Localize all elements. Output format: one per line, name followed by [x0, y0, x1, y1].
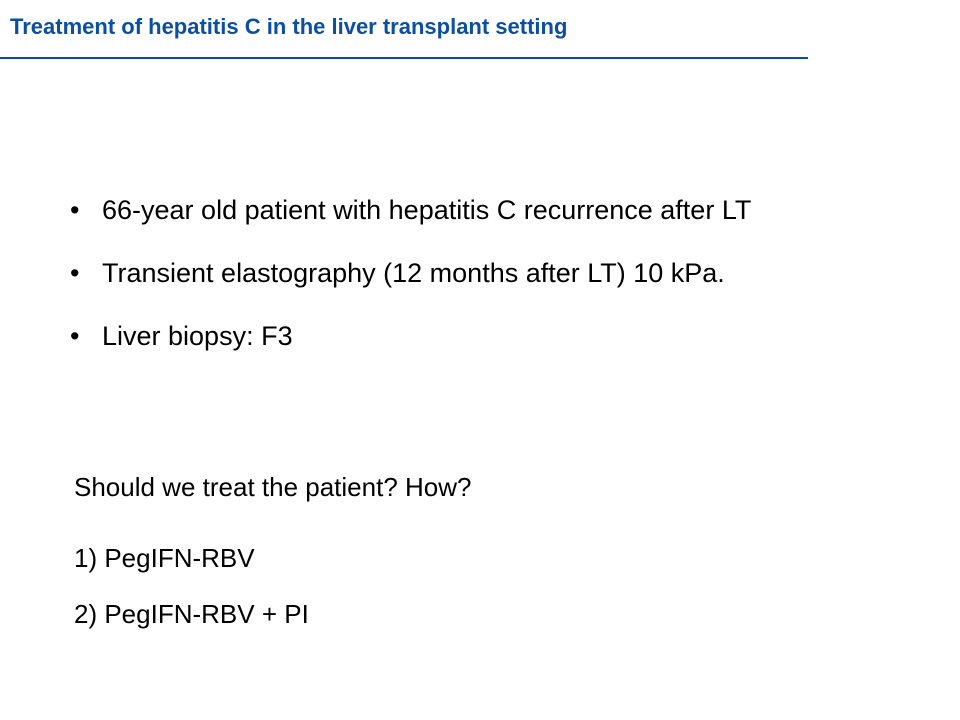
bullet-dot-icon: •: [70, 258, 80, 288]
bullet-item: [70, 190, 751, 230]
title-underline: [0, 57, 808, 59]
bullet-dot-icon: •: [70, 195, 80, 225]
bullet-text: Transient elastography (12 months after LT) 10 kPa.: [102, 258, 725, 288]
option-list: [74, 540, 309, 652]
bullet-list: [70, 190, 751, 379]
bullet-dot-icon: •: [70, 321, 80, 351]
bullet-text: Liver biopsy: F3: [102, 321, 293, 351]
bullet-text: 66-year old patient with hepatitis C recurrence after LT: [102, 195, 752, 225]
option-item-1: 1) PegIFN-RBV: [74, 543, 255, 573]
question-text: Should we treat the patient? How?: [74, 472, 472, 502]
bullet-item: [70, 316, 751, 356]
option-item-2: 2) PegIFN-RBV + PI: [74, 599, 309, 629]
bullet-item: [70, 253, 751, 293]
slide-title: Treatment of hepatitis C in the liver transplant setting: [10, 14, 568, 39]
